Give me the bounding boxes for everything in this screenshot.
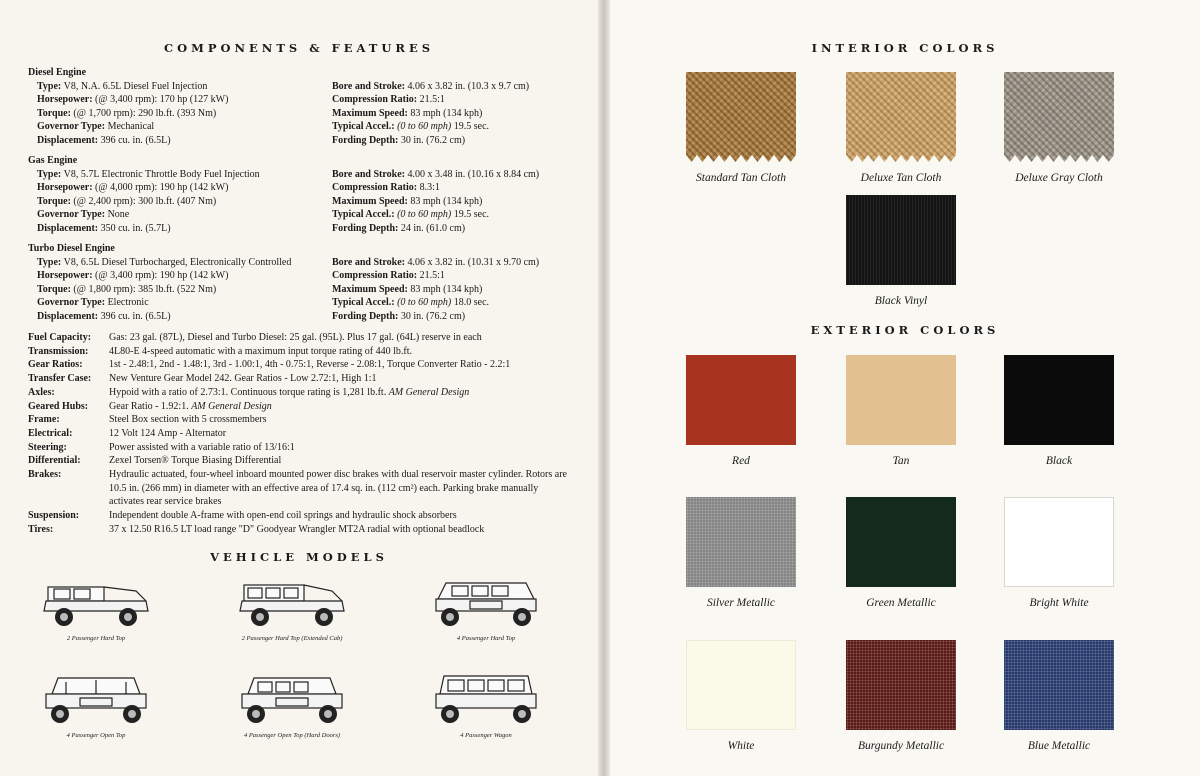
spec-value: 30 in. (76.2 cm)	[400, 310, 466, 322]
spec-value: (@ 2,400 rpm): 300 lb.ft. (407 Nm)	[73, 195, 217, 207]
spec-value: (@ 3,400 rpm): 190 hp (142 kW)	[95, 270, 229, 282]
spec-label: Compression Ratio:	[332, 94, 418, 106]
spec-label: Transfer Case:	[28, 373, 92, 385]
swatch-caption: Black	[1045, 455, 1073, 467]
spec-value: Steel Box section with 5 crossmembers	[109, 414, 267, 426]
spec-value: V8, 5.7L Electronic Throttle Body Fuel Injection	[63, 168, 260, 180]
spec-row	[28, 168, 568, 182]
spec-value: V8, N.A. 6.5L Diesel Fuel Injection	[63, 80, 208, 92]
spec-value: 1st - 2.48:1, 2nd - 1.48:1, 3rd - 1.00:1, 4th - 0.75:1, Reverse - 2.08:1, Torque Converter Ratio - 2.2:1	[109, 359, 511, 371]
swatch-caption: Deluxe Tan Cloth	[860, 172, 942, 184]
engine-block-turbo-diesel	[28, 242, 568, 324]
vehicle-caption: 4 Passenger Hard Top	[456, 635, 516, 642]
vehicle-model-4	[26, 670, 166, 739]
spec-value: 83 mph (134 kph)	[410, 195, 483, 207]
spec-label: Compression Ratio:	[332, 270, 418, 282]
spec-label: Horsepower:	[37, 94, 93, 106]
vehicle-illustration	[426, 670, 546, 728]
spec-value: Hydraulic actuated, four-wheel inboard mounted power disc brakes with dual reservoir master cylinder. Rotors are 10.5 in. (266 mm) in diameter with an effective area of 17.4 sq. in. (112 cm²) each. Parking brake manually activates rear service brakes	[109, 469, 567, 508]
exterior-swatch-white	[686, 640, 796, 752]
spec-value: 30 in. (76.2 cm)	[400, 134, 466, 146]
spec-value: 396 cu. in. (6.5L)	[100, 310, 171, 322]
vehicle-caption: 4 Passenger Wagon	[460, 732, 512, 739]
swatch-caption: Blue Metallic	[1027, 740, 1091, 752]
exterior-swatch-green-metallic	[846, 497, 956, 609]
fabric-swatch	[1004, 72, 1114, 162]
spec-value: (@ 4,000 rpm): 190 hp (142 kW)	[95, 182, 229, 194]
engine-block-diesel	[28, 66, 568, 148]
spec-value: Zexel Torsen® Torque Biasing Differential	[109, 455, 282, 467]
vehicle-caption: 4 Passenger Open Top	[66, 732, 126, 739]
spec-value: 4.06 x 3.82 in. (10.3 x 9.7 cm)	[407, 80, 530, 92]
vehicle-illustration	[232, 573, 352, 631]
swatch-caption: Burgundy Metallic	[857, 740, 945, 752]
spec-row	[28, 358, 568, 372]
spec-label: Fording Depth:	[332, 134, 399, 146]
exterior-swatch-bright-white	[1004, 497, 1114, 609]
spec-label: Torque:	[37, 195, 71, 207]
spec-label: Geared Hubs:	[28, 400, 89, 412]
spec-value: 12 Volt 124 Amp - Alternator	[109, 427, 227, 439]
spec-note: AM General Design	[191, 400, 272, 412]
exterior-swatch-blue-metallic	[1004, 640, 1114, 752]
spec-value: 24 in. (61.0 cm)	[400, 222, 466, 234]
spec-value: 83 mph (134 kph)	[410, 283, 483, 295]
spec-row	[28, 372, 568, 386]
spec-label: Tires:	[28, 523, 54, 535]
spec-row	[28, 208, 568, 222]
vehicle-models-heading: VEHICLE MODELS	[210, 550, 388, 564]
swatch-caption: Bright White	[1029, 597, 1089, 609]
exterior-swatch-silver-metallic	[686, 497, 796, 609]
paint-swatch	[1004, 640, 1114, 730]
interior-swatch-standard-tan-cloth	[686, 72, 796, 184]
spec-value: Independent double A-frame with open-end coil springs and hydraulic shock absorbers	[109, 510, 457, 522]
spec-row	[28, 413, 568, 427]
spec-row	[28, 441, 568, 455]
spec-value: 83 mph (134 kph)	[410, 107, 483, 119]
spec-note: (0 to 60 mph)	[397, 121, 452, 133]
spec-label: Fording Depth:	[332, 310, 399, 322]
spec-label: Typical Accel.:	[332, 297, 395, 309]
exterior-swatch-black	[1004, 355, 1114, 467]
swatch-caption: Tan	[892, 455, 910, 467]
spec-row	[28, 181, 568, 195]
spec-row	[28, 386, 568, 400]
vehicle-caption: 4 Passenger Open Top (Hard Doors)	[243, 732, 341, 739]
vehicle-model-5	[222, 670, 362, 739]
spec-label: Suspension:	[28, 510, 80, 522]
spec-row	[28, 283, 568, 297]
spec-note: (0 to 60 mph)	[397, 297, 452, 309]
spec-label: Frame:	[28, 414, 60, 426]
spec-value	[109, 400, 568, 414]
spec-value: 4L80-E 4-speed automatic with a maximum input torque rating of 440 lb.ft.	[109, 345, 412, 357]
engine-name: Diesel Engine	[28, 67, 87, 78]
interior-swatch-deluxe-gray-cloth	[1004, 72, 1114, 184]
spec-row	[28, 345, 568, 359]
spec-label: Fuel Capacity:	[28, 332, 92, 343]
spec-value: Mechanical	[107, 121, 155, 133]
spec-label: Electrical:	[28, 427, 73, 439]
spec-value: 396 cu. in. (6.5L)	[100, 134, 171, 146]
spec-text: Gear Ratio - 1.92:1.	[109, 400, 189, 412]
exterior-swatch-red	[686, 355, 796, 467]
vehicle-illustration	[426, 573, 546, 631]
spec-row	[28, 331, 568, 345]
spec-note: AM General Design	[388, 386, 470, 398]
vehicle-model-3	[416, 573, 556, 642]
interior-swatch-black-vinyl	[846, 195, 956, 307]
vehicle-model-2	[222, 573, 362, 642]
spec-row	[28, 107, 568, 121]
spec-value: New Venture Gear Model 242. Gear Ratios - Low 2.72:1, High 1:1	[109, 373, 377, 385]
vehicle-illustration	[232, 670, 352, 728]
paint-swatch	[686, 497, 796, 587]
exterior-colors-heading: EXTERIOR COLORS	[810, 323, 1000, 337]
components-features-heading: COMPONENTS & FEATURES	[163, 41, 435, 55]
spec-value: Gas: 23 gal. (87L), Diesel and Turbo Diesel: 25 gal. (95L). Plus 17 gal. (64L) reserve in each	[109, 332, 482, 343]
spec-row	[28, 427, 568, 441]
swatch-caption: Red	[732, 455, 750, 467]
spec-value: 18.0 sec.	[453, 297, 490, 309]
general-specs	[28, 331, 568, 537]
spec-value	[109, 386, 568, 400]
swatch-caption: Deluxe Gray Cloth	[1015, 172, 1103, 184]
spec-value: 21.5:1	[419, 94, 445, 106]
engine-block-gas	[28, 154, 568, 236]
swatch-caption: Standard Tan Cloth	[696, 172, 786, 184]
spec-value: 37 x 12.50 R16.5 LT load range "D" Goodyear Wrangler MT2A radial with optional beadlock	[109, 523, 485, 535]
vehicle-caption: 2 Passenger Hard Top	[66, 635, 126, 642]
spec-label: Horsepower:	[37, 270, 93, 282]
vehicle-illustration	[36, 573, 156, 631]
spec-label: Displacement:	[37, 310, 99, 322]
vehicle-model-6	[416, 670, 556, 739]
vehicle-illustration	[36, 670, 156, 728]
spec-value: (@ 1,800 rpm): 385 lb.ft. (522 Nm)	[73, 283, 217, 295]
spec-value: (@ 3,400 rpm): 170 hp (127 kW)	[95, 94, 229, 106]
swatch-caption: Silver Metallic	[706, 597, 776, 609]
spec-label: Torque:	[37, 107, 71, 119]
spec-value: V8, 6.5L Diesel Turbocharged, Electronically Controlled	[63, 256, 292, 268]
swatch-caption: Green Metallic	[866, 597, 936, 609]
spec-row	[28, 93, 568, 107]
swatch-caption: Black Vinyl	[874, 295, 928, 307]
spec-value: Power assisted with a variable ratio of 13/16:1	[109, 441, 295, 453]
spec-label: Maximum Speed:	[332, 283, 408, 295]
paint-swatch	[686, 640, 796, 730]
spec-row	[28, 256, 568, 270]
spec-note: (0 to 60 mph)	[397, 209, 452, 221]
spec-row	[28, 195, 568, 209]
spec-value: (@ 1,700 rpm): 290 lb.ft. (393 Nm)	[73, 107, 217, 119]
spec-row	[28, 80, 568, 94]
spec-value: None	[107, 209, 130, 221]
engine-name: Gas Engine	[28, 155, 78, 166]
spec-label: Horsepower:	[37, 182, 93, 194]
spec-label: Type:	[37, 168, 62, 180]
spec-label: Typical Accel.:	[332, 209, 395, 221]
spec-label: Displacement:	[37, 134, 99, 146]
spec-label: Transmission:	[28, 345, 89, 357]
spec-value: 4.00 x 3.48 in. (10.16 x 8.84 cm)	[407, 168, 540, 180]
paint-swatch	[846, 355, 956, 445]
vehicle-caption: 2 Passenger Hard Top (Extended Cab)	[241, 635, 343, 642]
exterior-swatch-tan	[846, 355, 956, 467]
spec-value: 21.5:1	[419, 270, 445, 282]
interior-colors-heading: INTERIOR COLORS	[811, 41, 999, 55]
spec-label: Maximum Speed:	[332, 195, 408, 207]
spec-row	[28, 134, 568, 148]
spec-label: Maximum Speed:	[332, 107, 408, 119]
exterior-swatch-burgundy-metallic	[846, 640, 956, 752]
spec-label: Typical Accel.:	[332, 121, 395, 133]
spec-row	[28, 523, 568, 537]
engine-name: Turbo Diesel Engine	[28, 243, 115, 254]
spec-label: Displacement:	[37, 222, 99, 234]
spec-text: Hypoid with a ratio of 2.73:1. Continuous torque rating is 1,281 lb.ft.	[109, 386, 387, 398]
spec-value: 19.5 sec.	[453, 121, 490, 133]
spec-label: Differential:	[28, 455, 81, 467]
spec-value: 350 cu. in. (5.7L)	[100, 222, 171, 234]
spec-row	[28, 120, 568, 134]
spec-row	[28, 222, 568, 236]
spec-label: Governor Type:	[37, 209, 106, 221]
paint-swatch	[1004, 355, 1114, 445]
spec-label: Compression Ratio:	[332, 182, 418, 194]
spec-value: 8.3:1	[419, 182, 440, 194]
spec-label: Steering:	[28, 441, 67, 453]
paint-swatch	[846, 640, 956, 730]
spec-label: Governor Type:	[37, 121, 106, 133]
vinyl-swatch	[846, 195, 956, 285]
spec-row	[28, 400, 568, 414]
swatch-caption: White	[727, 740, 755, 752]
spec-row	[28, 269, 568, 283]
spec-label: Type:	[37, 256, 62, 268]
spec-value: 19.5 sec.	[453, 209, 490, 221]
spec-label: Gear Ratios:	[28, 359, 83, 371]
spec-row	[28, 310, 568, 324]
spec-label: Governor Type:	[37, 297, 106, 309]
paint-swatch	[846, 497, 956, 587]
spec-label: Brakes:	[28, 469, 62, 481]
spec-label: Fording Depth:	[332, 222, 399, 234]
paint-swatch	[1004, 497, 1114, 587]
spec-row	[28, 509, 568, 523]
interior-swatch-deluxe-tan-cloth	[846, 72, 956, 184]
spec-value: 4.06 x 3.82 in. (10.31 x 9.70 cm)	[407, 256, 540, 268]
paint-swatch	[686, 355, 796, 445]
vehicle-model-1	[26, 573, 166, 642]
fabric-swatch	[846, 72, 956, 162]
spec-label: Bore and Stroke:	[332, 168, 405, 180]
spec-label: Bore and Stroke:	[332, 256, 405, 268]
spec-label: Type:	[37, 80, 62, 92]
spec-label: Torque:	[37, 283, 71, 295]
spec-row	[28, 454, 568, 468]
fabric-swatch	[686, 72, 796, 162]
spec-row	[28, 468, 568, 509]
page-gutter	[598, 0, 610, 776]
spec-row	[28, 296, 568, 310]
spec-label: Bore and Stroke:	[332, 80, 405, 92]
spec-value: Electronic	[107, 297, 149, 309]
spec-label: Axles:	[28, 386, 55, 398]
